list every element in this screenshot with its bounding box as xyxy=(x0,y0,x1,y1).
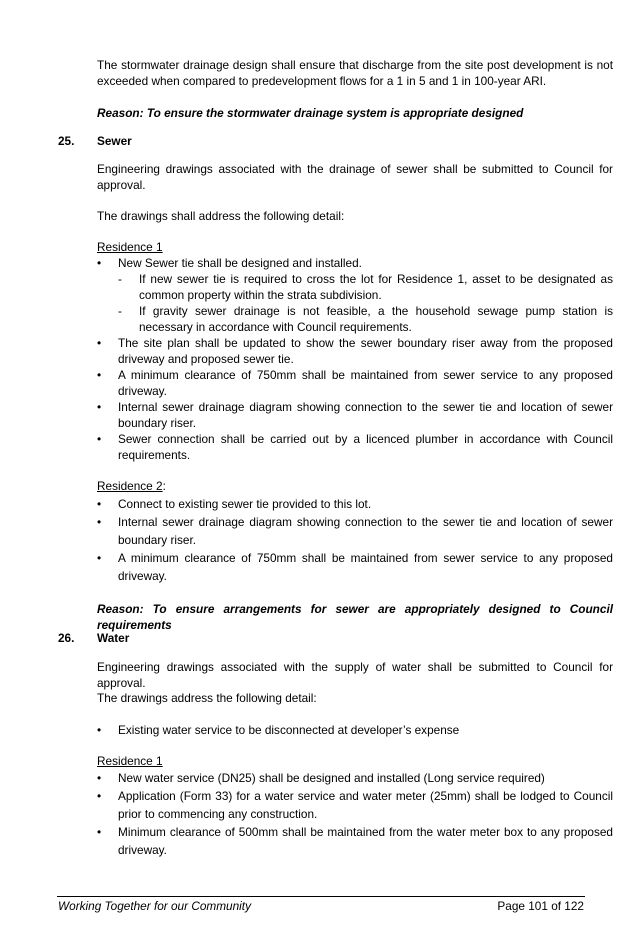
section-26-title: Water xyxy=(97,631,130,645)
stormwater-reason: Reason: To ensure the stormwater drainage system is appropriate designed xyxy=(97,106,524,120)
list-item: • A minimum clearance of 750mm shall be maintained from sewer service to any proposed driveway. xyxy=(97,549,613,585)
footer-tagline: Working Together for our Community xyxy=(58,899,251,913)
water-general-list xyxy=(97,722,613,738)
heading-colon: : xyxy=(162,479,166,493)
list-item: - If new sewer tie is required to cross the lot for Residence 1, asset to be designated as common property within the strata subdivision. xyxy=(118,271,613,303)
water-residence-1-heading: Residence 1 xyxy=(97,754,163,768)
list-item: • Existing water service to be disconnected at developer’s expense xyxy=(97,722,613,738)
sewer-sublist xyxy=(118,271,613,335)
section-25-number: 25. xyxy=(58,134,75,148)
list-item: • Minimum clearance of 500mm shall be maintained from the water meter box to any proposed driveway. xyxy=(97,823,613,859)
water-residence-1-list xyxy=(97,769,613,859)
list-item: • New water service (DN25) shall be designed and installed (Long service required) xyxy=(97,769,613,787)
sewer-residence-2-heading: Residence 2 xyxy=(97,479,163,493)
water-paragraph-2: The drawings address the following detail: xyxy=(97,691,317,705)
sewer-residence-2-list xyxy=(97,495,613,585)
list-item: • A minimum clearance of 750mm shall be maintained from sewer service to any proposed driveway. xyxy=(97,367,613,399)
list-item: • The site plan shall be updated to show the sewer boundary riser away from the proposed driveway and proposed sewer tie. xyxy=(97,335,613,367)
sewer-residence-2-heading-wrap xyxy=(97,478,166,494)
list-item: • Application (Form 33) for a water service and water meter (25mm) shall be lodged to Council prior to commencing any construction. xyxy=(97,787,613,823)
sewer-reason: Reason: To ensure arrangements for sewer are appropriately designed to Council requirements xyxy=(97,602,613,632)
sewer-residence-1-list xyxy=(97,255,613,463)
list-item: • Internal sewer drainage diagram showing connection to the sewer tie and location of sewer boundary riser. xyxy=(97,399,613,431)
sewer-paragraph-2: The drawings shall address the following detail: xyxy=(97,209,345,223)
page-number: Page 101 of 122 xyxy=(497,899,584,913)
section-26-number: 26. xyxy=(58,631,75,645)
stormwater-paragraph: The stormwater drainage design shall ensure that discharge from the site post development is not exceeded when compared to predevelopment flows for a 1 in 5 and 1 in 100-year ARI. xyxy=(97,58,613,88)
list-item: • Connect to existing sewer tie provided to this lot. xyxy=(97,495,613,513)
section-25-title: Sewer xyxy=(97,134,132,148)
water-paragraph-1: Engineering drawings associated with the supply of water shall be submitted to Council for approval. xyxy=(97,660,613,690)
list-item: • Sewer connection shall be carried out by a licenced plumber in accordance with Council requirements. xyxy=(97,431,613,463)
list-item: • Internal sewer drainage diagram showing connection to the sewer tie and location of sewer boundary riser. xyxy=(97,513,613,549)
sewer-paragraph-1: Engineering drawings associated with the drainage of sewer shall be submitted to Council for approval. xyxy=(97,162,613,192)
list-item: - If gravity sewer drainage is not feasible, a the household sewage pump station is necessary in accordance with Council requirements. xyxy=(118,303,613,335)
list-item: • New Sewer tie shall be designed and installed. - If new sewer tie is required to cross the lot for Residence 1, asset to be designated as common property within the strata subdivision. - If gravity sewer drainage is not feasible, a the household sewage pump station is necessary in accordance with Council requirements. xyxy=(97,255,613,335)
footer-divider xyxy=(57,896,585,897)
sewer-residence-1-heading: Residence 1 xyxy=(97,240,163,254)
